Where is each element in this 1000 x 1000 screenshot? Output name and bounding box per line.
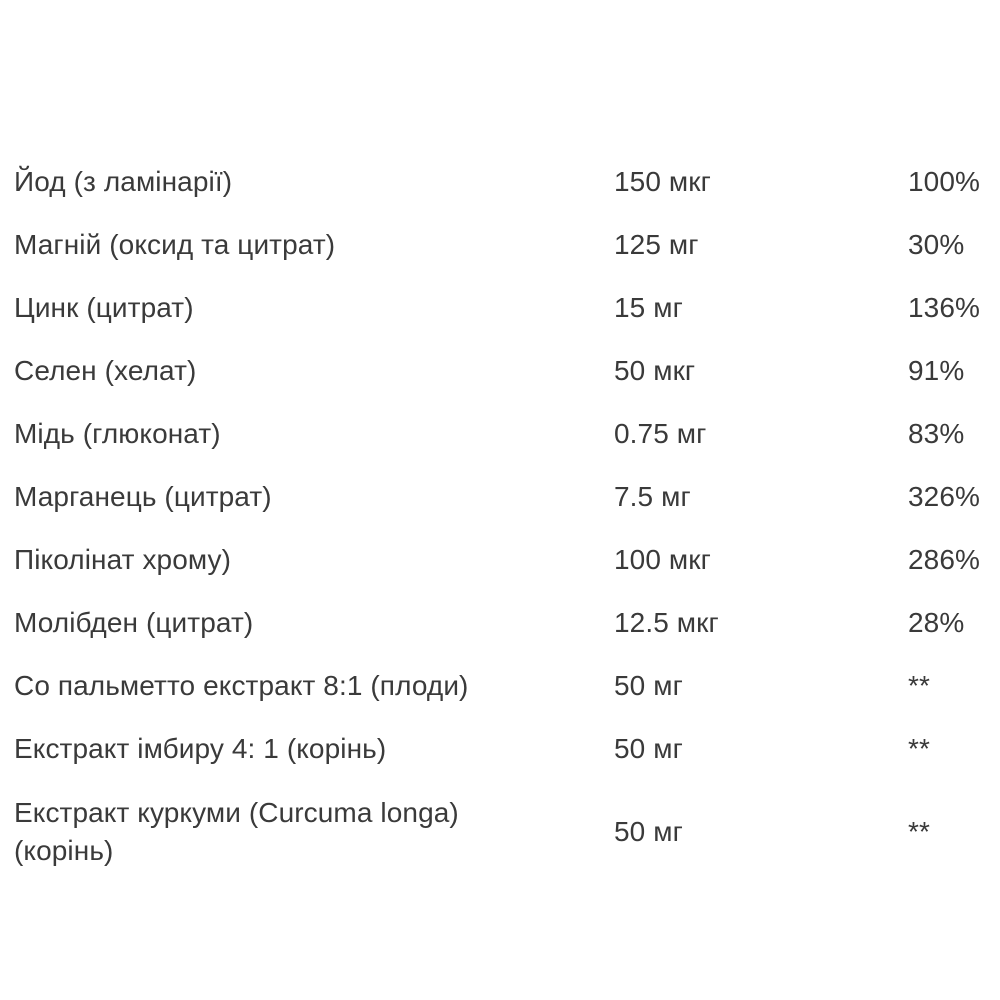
table-row (14, 150, 986, 213)
ingredient-name: Селен (хелат) (14, 354, 197, 386)
daily-value: 326% (908, 480, 981, 512)
daily-value: ** (908, 816, 930, 847)
table-row (14, 591, 986, 654)
daily-value: 100% (908, 165, 981, 197)
ingredient-name: Марганець (цитрат) (14, 480, 272, 512)
daily-value: 30% (908, 228, 965, 260)
daily-value: 91% (908, 354, 965, 386)
daily-value: 28% (908, 606, 965, 638)
ingredient-name: Екстракт імбиру 4: 1 (корінь) (14, 732, 387, 764)
ingredient-amount: 100 мкг (614, 543, 711, 575)
ingredient-name: Піколінат хрому) (14, 543, 232, 575)
ingredient-amount: 50 мг (614, 669, 683, 701)
table-row (14, 780, 986, 884)
daily-value: 136% (908, 291, 981, 323)
ingredient-amount: 150 мкг (614, 165, 711, 197)
ingredient-amount: 50 мг (614, 732, 683, 764)
ingredient-name: Цинк (цитрат) (14, 291, 194, 323)
ingredient-amount: 12.5 мкг (614, 606, 719, 638)
ingredient-amount: 125 мг (614, 228, 699, 260)
table-row (14, 213, 986, 276)
ingredient-amount: 0.75 мг (614, 417, 707, 449)
table-row (14, 402, 986, 465)
table-row (14, 339, 986, 402)
ingredient-name: Магній (оксид та цитрат) (14, 228, 336, 260)
ingredient-amount: 15 мг (614, 291, 683, 323)
ingredient-name: Мідь (глюконат) (14, 417, 221, 449)
ingredient-name: Со пальметто екстракт 8:1 (плоди) (14, 669, 469, 701)
table-row (14, 528, 986, 591)
ingredient-amount: 50 мг (614, 816, 683, 847)
daily-value: ** (908, 732, 930, 764)
daily-value: ** (908, 669, 930, 701)
nutrition-table (14, 150, 986, 884)
ingredient-name: Йод (з ламінарії) (14, 165, 233, 197)
daily-value: 83% (908, 417, 965, 449)
ingredient-name: Екстракт куркуми (Curcuma longa) (корінь) (14, 797, 459, 866)
ingredient-amount: 50 мкг (614, 354, 696, 386)
table-row (14, 276, 986, 339)
ingredient-name: Молібден (цитрат) (14, 606, 254, 638)
table-row (14, 465, 986, 528)
table-row (14, 717, 986, 780)
table-row (14, 654, 986, 717)
ingredient-amount: 7.5 мг (614, 480, 691, 512)
daily-value: 286% (908, 543, 981, 575)
